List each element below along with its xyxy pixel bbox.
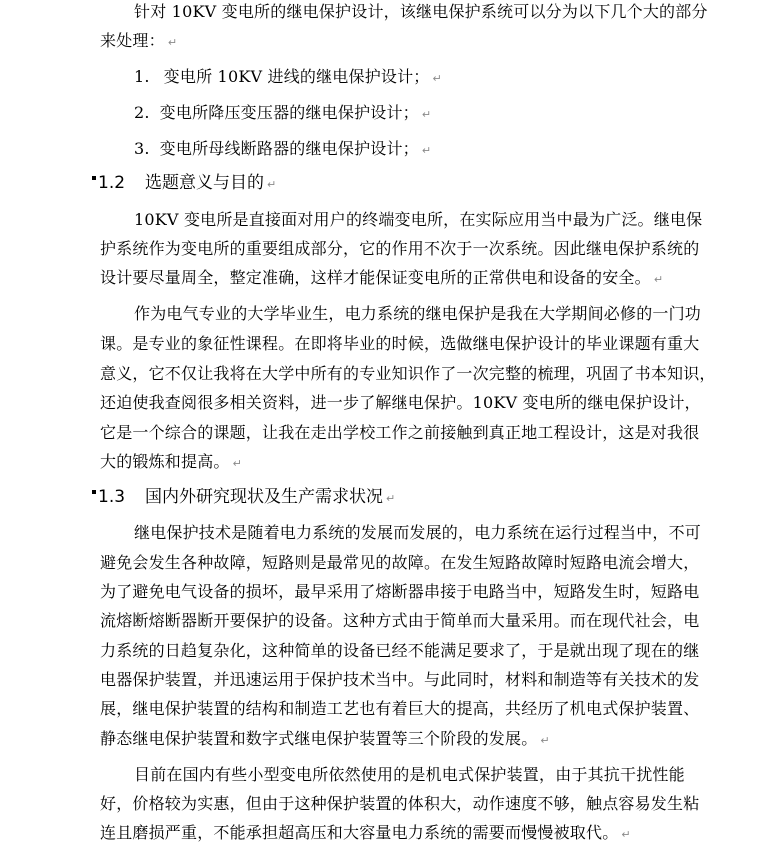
list-item: 3. 变电所母线断路器的继电保护设计； ↵	[134, 139, 432, 158]
list-item: 2. 变电所降压变压器的继电保护设计； ↵	[134, 103, 432, 122]
intro-line: 来处理： ↵	[100, 31, 178, 50]
paragraph-mark-icon: ↵	[540, 734, 550, 747]
paragraph-mark-icon: ↵	[653, 273, 664, 286]
body-line: 连且磨损严重，不能承担超高压和大容量电力系统的需要而慢慢被取代。 ↵	[100, 823, 631, 842]
body-line: 静态继电保护装置和数字式继电保护装置等三个阶段的发展。 ↵	[100, 729, 550, 748]
body-line: 展，继电保护装置的结构和制造工艺也有着巨大的提高，共经历了机电式保护装置、	[100, 699, 700, 718]
paragraph-mark-icon: ↵	[267, 178, 277, 191]
body-line: 电器保护装置，并迅速运用于保护技术当中。与此同时，材料和制造等有关技术的发	[100, 670, 700, 689]
body-line: 目前在国内有些小型变电所依然使用的是机电式保护装置，由于其抗干扰性能	[134, 765, 685, 784]
body-line: 流熔断熔断器断开要保护的设备。这种方式由于简单而大量采用。而在现代社会，电	[100, 611, 700, 630]
body-line: 还迫使我查阅很多相关资料，进一步了解继电保护。10KV 变电所的继电保护设计，	[100, 393, 701, 412]
body-line: 它是一个综合的课题，让我在走出学校工作之前接触到真正地工程设计，这是对我很	[100, 423, 700, 442]
body-line: 10KV 变电所是直接面对用户的终端变电所，在实际应用当中最为广泛。继电保	[134, 210, 703, 229]
body-line: 好，价格较为实惠，但由于这种保护装置的体积大，动作速度不够，触点容易发生粘	[100, 794, 700, 813]
paragraph-mark-icon: ↵	[167, 36, 178, 49]
body-line: 设计要尽量周全，整定准确，这样才能保证变电所的正常供电和设备的安全。 ↵	[100, 268, 664, 287]
body-line: 力系统的日趋复杂化，这种简单的设备已经不能满足要求了，于是就出现了现在的继	[100, 641, 700, 660]
body-line: 课。是专业的象征性课程。在即将毕业的时候，选做继电保护设计的毕业课题有重大	[100, 334, 700, 353]
paragraph-mark-icon: ↵	[232, 457, 243, 470]
body-line: 避免会发生各种故障，短路则是最常见的故障。在发生短路故障时短路电流会增大，	[100, 553, 700, 572]
section-heading: 1.2 选题意义与目的 ↵	[92, 172, 276, 196]
paragraph-mark-icon: ↵	[432, 72, 442, 85]
body-line: 大的锻炼和提高。 ↵	[100, 452, 243, 471]
body-line: 护系统作为变电所的重要组成部分，它的作用不次于一次系统。因此继电保护系统的	[100, 239, 700, 258]
body-line: 为了避免电气设备的损坏，最早采用了熔断器串接于电路当中，短路发生时，短路电	[100, 582, 700, 601]
paragraph-mark-icon: ↵	[421, 108, 432, 121]
list-item: 1. 变电所 10KV 进线的继电保护设计； ↵	[134, 67, 442, 86]
paragraph-mark-icon: ↵	[421, 144, 432, 157]
list-bullet-icon	[92, 176, 96, 180]
list-bullet-icon	[92, 490, 96, 494]
section-heading: 1.3 国内外研究现状及生产需求状况 ↵	[92, 486, 395, 510]
body-line: 作为电气专业的大学毕业生，电力系统的继电保护是我在大学期间必修的一门功	[134, 304, 702, 323]
paragraph-mark-icon: ↵	[386, 492, 396, 505]
intro-line: 针对 10KV 变电所的继电保护设计，该继电保护系统可以分为以下几个大的部分	[134, 2, 708, 21]
body-line: 意义，它不仅让我将在大学中所有的专业知识作了一次完整的梳理，巩固了书本知识，	[100, 364, 716, 383]
paragraph-mark-icon: ↵	[621, 828, 631, 841]
body-line: 继电保护技术是随着电力系统的发展而发展的，电力系统在运行过程当中，不可	[134, 523, 702, 542]
